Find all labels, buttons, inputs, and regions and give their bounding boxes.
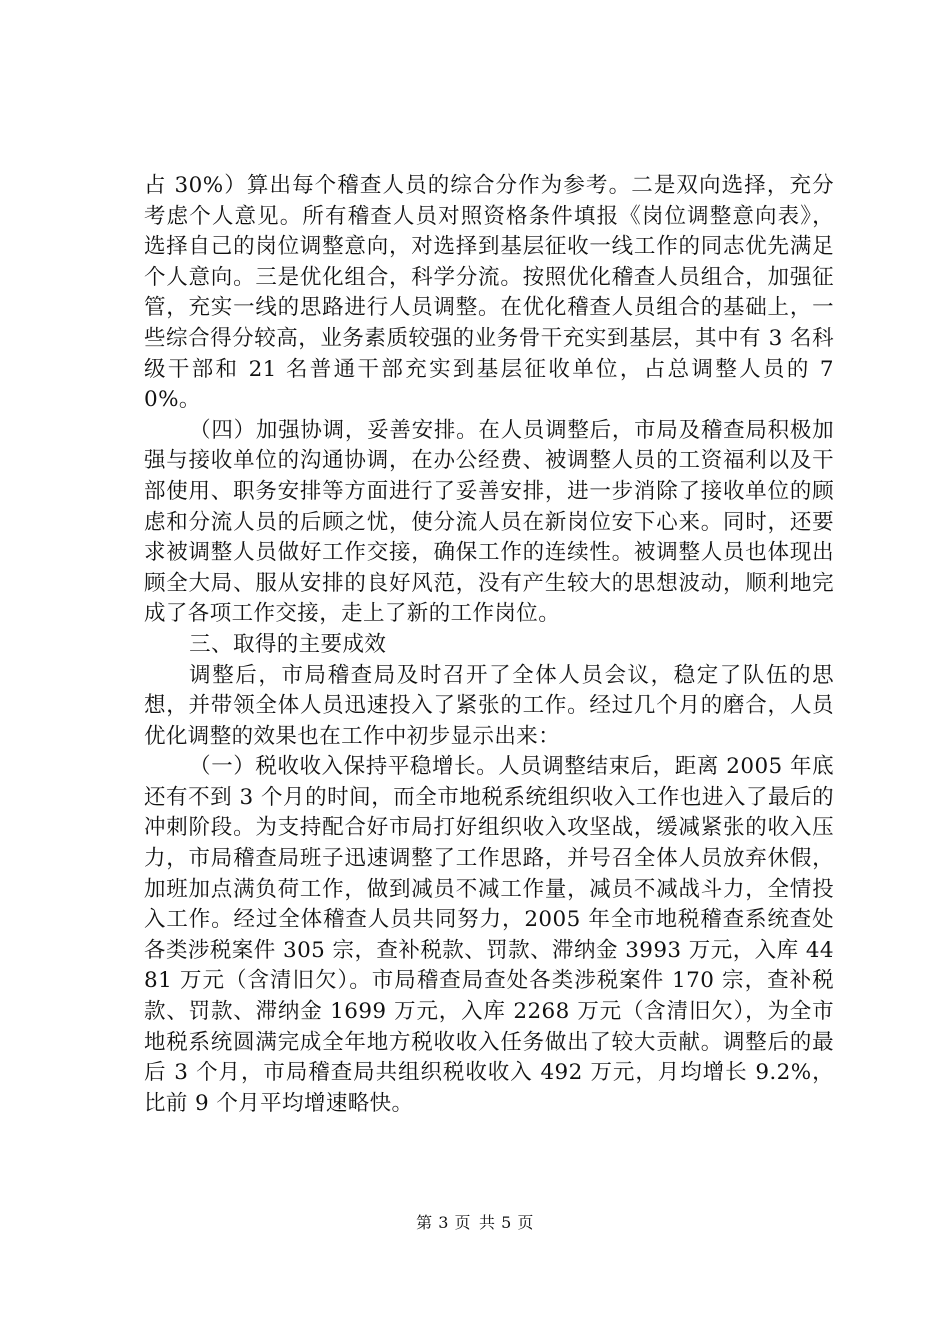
paragraph-subsection-four: （四）加强协调，妥善安排。在人员调整后，市局及稽查局积极加强与接收单位的沟通协调，在办公经费、被调整人员的工资福利以及干部使用、职务安排等方面进行了妥善安排，进一步消除了接收单位的顾虑和分流人员的后顾之忧，使分流人员在新岗位安下心来。同时，还要求被调整人员做好工作交接，确保工作的连续性。被调整人员也体现出顾全大局、服从安排的良好风范，没有产生较大的思想波动，顺利地完成了各项工作交接，走上了新的工作岗位。 (144, 417, 834, 627)
section-heading: 三、取得的主要成效 (189, 631, 387, 657)
paragraph-subsection-one: （一）税收收入保持平稳增长。人员调整结束后，距离 2005 年底还有不到 3 个月的时间，而全市地税系统组织收入工作也进入了最后的冲刺阶段。为支持配合好市局打好组织收入攻坚战，缓减紧张的收入压力，市局稽查局班子迅速调整了工作思路，并号召全体人员放弃休假，加班加点满负荷工作，做到减员不减工作量，减员不减战斗力，全情投入工作。经过全体稽查人员共同努力，2005 年全市地税稽查系统查处各类涉税案件 305 宗，查补税款、罚款、滞纳金 3993 万元，入库 4481 万元（含清旧欠）。市局稽查局查处各类涉税案件 170 宗，查补税款、罚款、滞纳金 1699 万元，入库 2268 万元（含清旧欠），为全市地税系统圆满完成全年地方税收收入任务做出了较大贡献。调整后的最后 3 个月，市局稽查局共组织税收收入 492 万元，月均增长 9.2%，比前 9 个月平均增速略快。 (144, 754, 834, 1116)
page-footer (0, 1213, 950, 1233)
document-body (144, 171, 834, 1119)
paragraph-results-intro: 调整后，市局稽查局及时召开了全体人员会议，稳定了队伍的思想，并带领全体人员迅速投入了紧张的工作。经过几个月的磨合，人员优化调整的效果也在工作中初步显示出来： (144, 662, 834, 749)
paragraph-continuation: 占 30%）算出每个稽查人员的综合分作为参考。二是双向选择，充分考虑个人意见。所有稽查人员对照资格条件填报《岗位调整意向表》，选择自己的岗位调整意向，对选择到基层征收一线工作的同志优先满足个人意向。三是优化组合，科学分流。按照优化稽查人员组合，加强征管，充实一线的思路进行人员调整。在优化稽查人员组合的基础上，一些综合得分较高，业务素质较强的业务骨干充实到基层，其中有 3 名科级干部和 21 名普通干部充实到基层征收单位，占总调整人员的 70%。 (144, 173, 834, 413)
page-number: 第 3 页 (416, 1213, 471, 1232)
page-total: 共 5 页 (479, 1213, 534, 1232)
